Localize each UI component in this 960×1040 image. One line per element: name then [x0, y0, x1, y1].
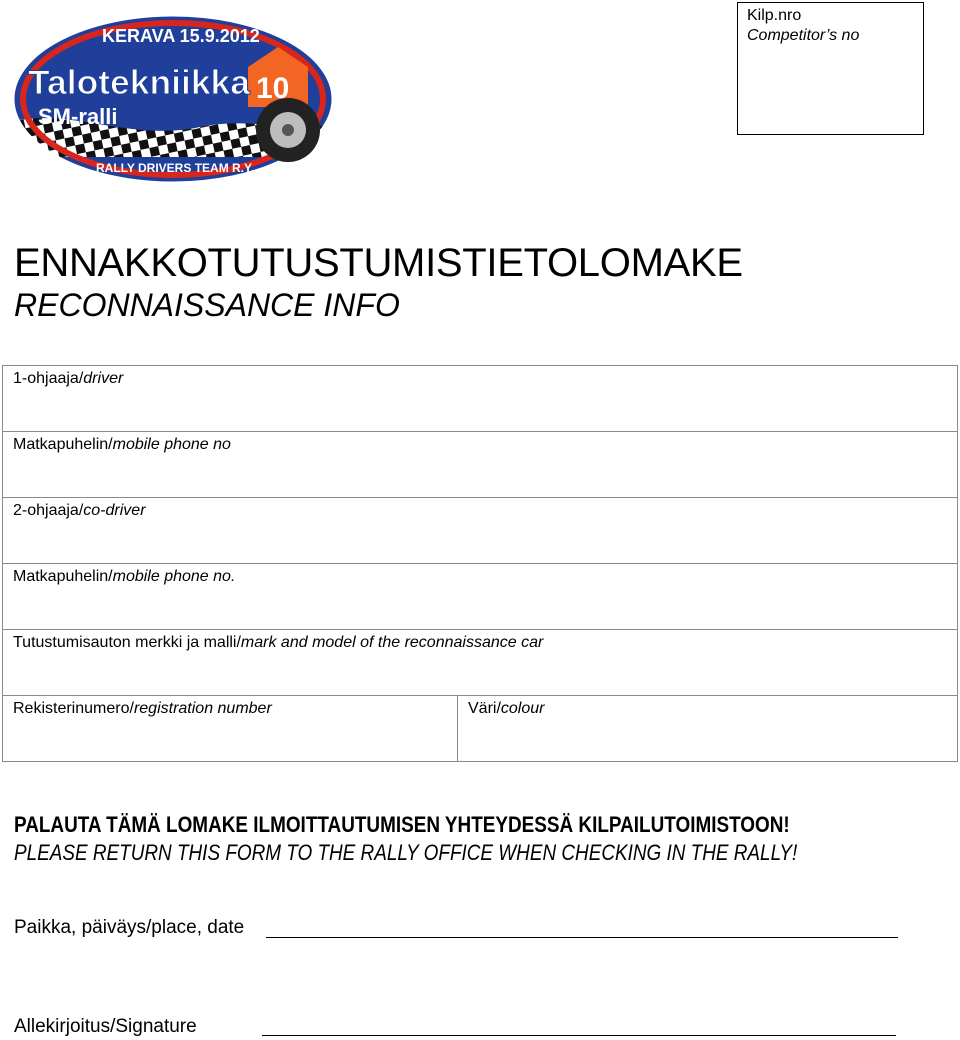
row-driver	[3, 366, 958, 432]
return-notice-en: PLEASE RETURN THIS FORM TO THE RALLY OFFICE WHEN CHECKING IN THE RALLY!	[14, 840, 798, 865]
driver-label-fi: 1-ohjaaja/	[13, 370, 84, 387]
registration-label-fi: Rekisterinumero/	[13, 700, 134, 717]
car-label-fi: Tutustumisauton merkki ja malli/	[13, 634, 241, 651]
codriver-phone-label-en: mobile phone no.	[112, 568, 236, 585]
row-registration-colour	[3, 696, 958, 762]
competitor-number-label-fi: Kilp.nro	[747, 7, 802, 24]
competitor-number-box[interactable]	[737, 2, 924, 135]
logo-number: 10	[256, 72, 290, 105]
place-date-line[interactable]	[266, 937, 898, 938]
competitor-number-label-en: Competitor’s no	[747, 27, 860, 44]
row-driver-phone	[3, 432, 958, 498]
car-field[interactable]	[3, 630, 958, 696]
colour-label-fi: Väri/	[468, 700, 501, 717]
driver-phone-label-fi: Matkapuhelin/	[13, 436, 113, 453]
place-date-label: Paikka, päiväys/place, date	[14, 917, 245, 938]
logo-event: SM-ralli	[38, 104, 118, 129]
row-codriver	[3, 498, 958, 564]
reconnaissance-form-table	[2, 365, 958, 762]
form-subtitle: RECONNAISSANCE INFO	[14, 287, 400, 323]
driver-phone-field[interactable]	[3, 432, 958, 498]
codriver-phone-field[interactable]	[3, 564, 958, 630]
return-notice-fi: PALAUTA TÄMÄ LOMAKE ILMOITTAUTUMISEN YHTEYDESSÄ KILPAILUTOIMISTOON!	[14, 812, 790, 837]
logo-date: KERAVA 15.9.2012	[102, 26, 260, 46]
logo-brand: Talotekniikka	[28, 64, 252, 102]
form-title: ENNAKKOTUTUSTUMISTIETOLOMAKE	[14, 241, 743, 285]
colour-label-en: colour	[500, 700, 545, 717]
signature-label: Allekirjoitus/Signature	[14, 1016, 197, 1037]
codriver-label-fi: 2-ohjaaja/	[13, 502, 84, 519]
row-codriver-phone	[3, 564, 958, 630]
colour-field[interactable]	[458, 696, 958, 762]
codriver-field[interactable]	[3, 498, 958, 564]
rally-logo	[10, 12, 336, 186]
row-car	[3, 630, 958, 696]
car-label-en: mark and model of the reconnaissance car	[240, 634, 544, 651]
driver-label-en: driver	[83, 370, 124, 387]
codriver-phone-label-fi: Matkapuhelin/	[13, 568, 113, 585]
signature-line[interactable]	[262, 1035, 896, 1036]
logo-footer: RALLY DRIVERS TEAM R.Y.	[96, 161, 255, 175]
codriver-label-en: co-driver	[83, 502, 146, 519]
driver-phone-label-en: mobile phone no	[112, 436, 231, 453]
registration-field[interactable]	[3, 696, 458, 762]
driver-field[interactable]	[3, 366, 958, 432]
registration-label-en: registration number	[133, 700, 272, 717]
